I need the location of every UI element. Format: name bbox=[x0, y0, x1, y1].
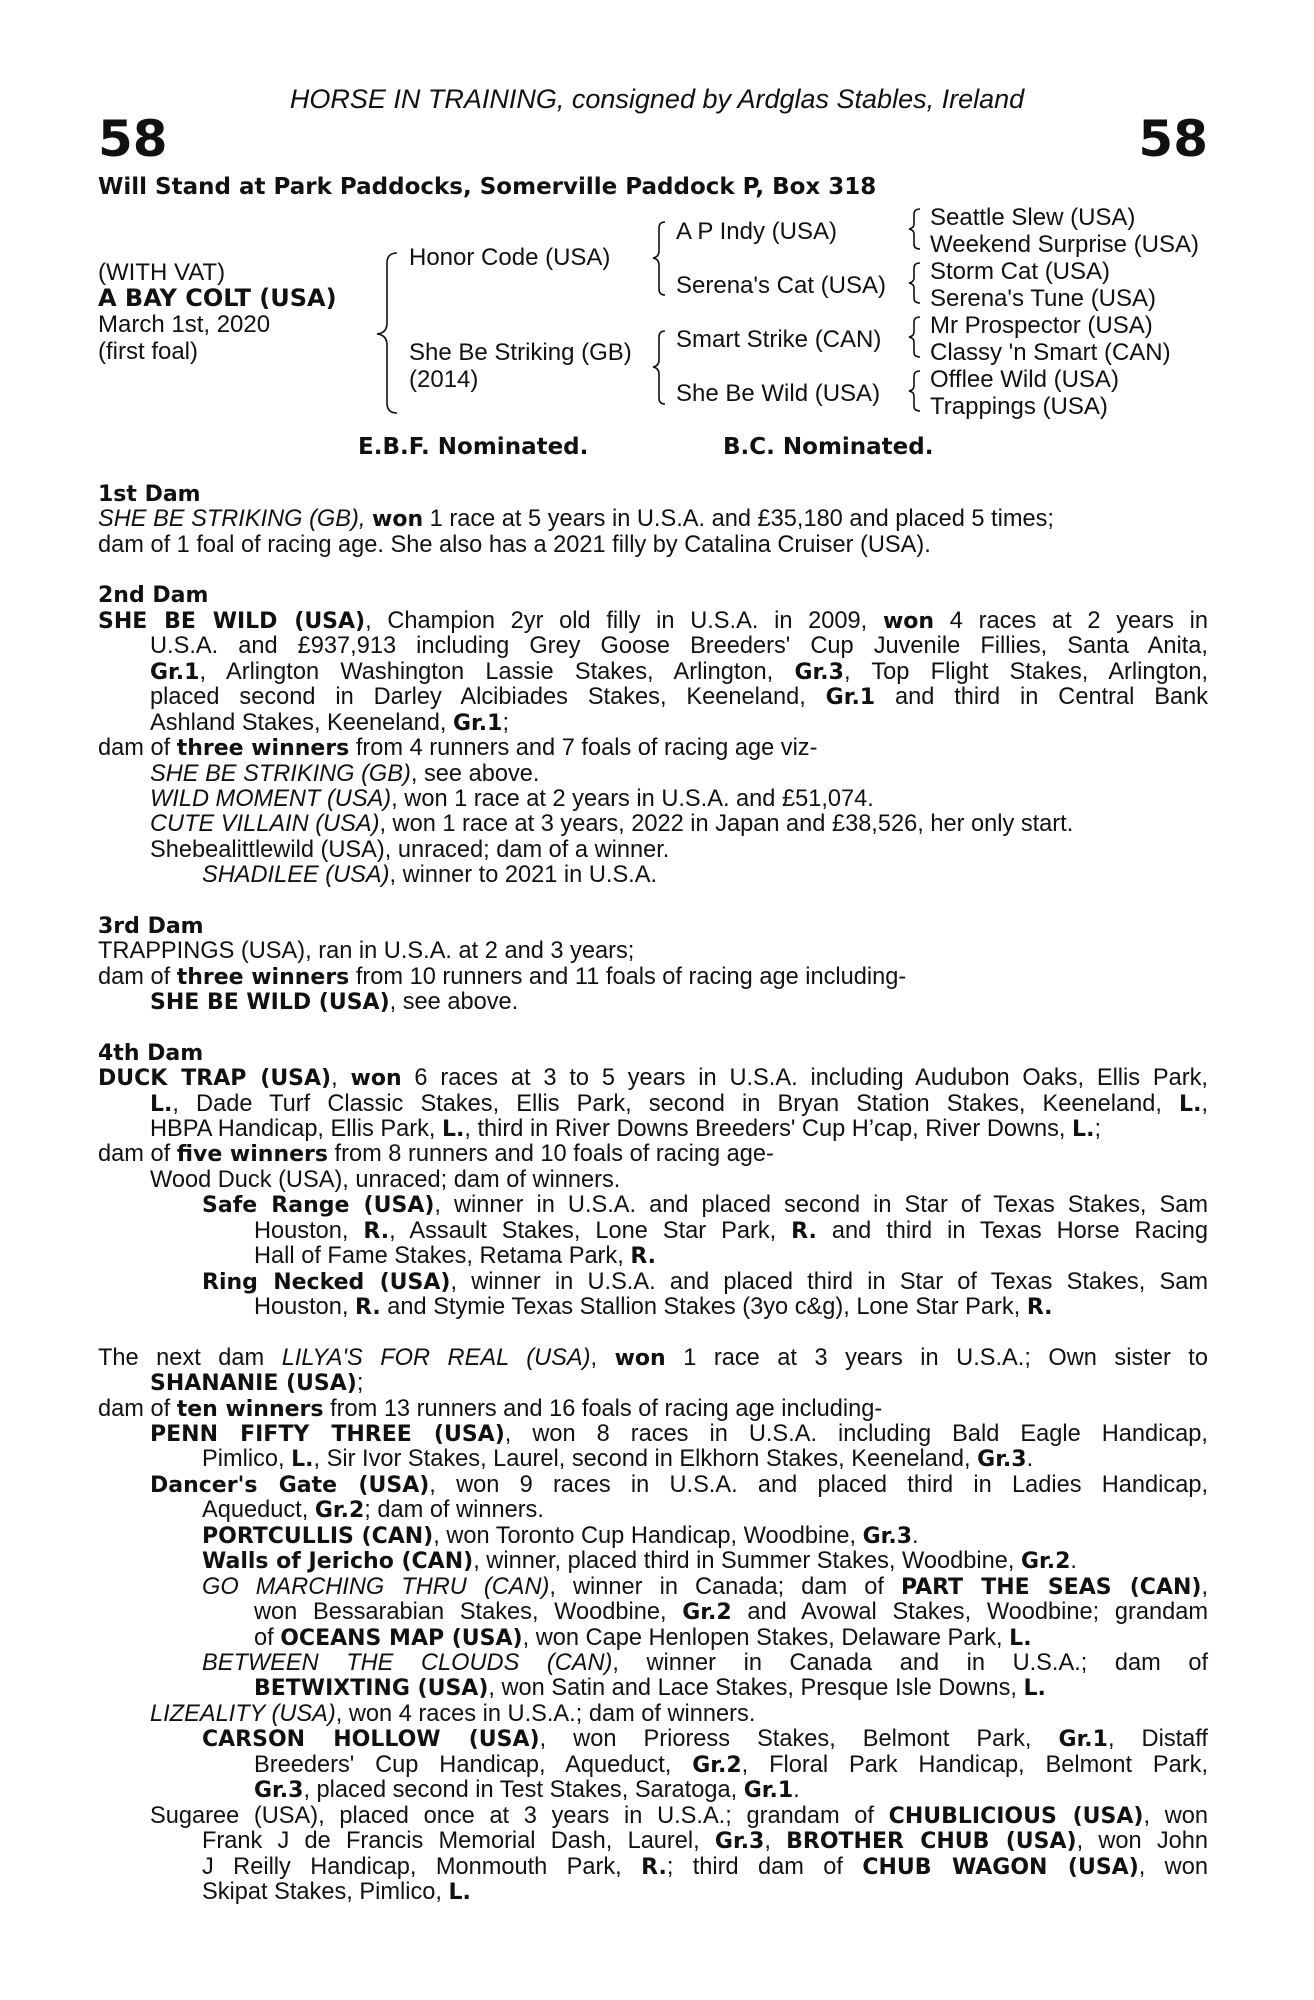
text-run: won bbox=[372, 507, 424, 533]
text-run: Dancer's Gate (USA) bbox=[150, 1472, 430, 1498]
foaling-date: March 1st, 2020 bbox=[98, 311, 271, 338]
text-run: placed second in Darley Alcibiades Stakes, Keeneland, bbox=[150, 684, 826, 711]
bracket-g4 bbox=[909, 371, 920, 411]
text-run: CARSON HOLLOW (USA) bbox=[202, 1727, 540, 1753]
text-run: DUCK TRAP (USA) bbox=[98, 1066, 332, 1092]
section-spacer bbox=[98, 1016, 1208, 1041]
text-line bbox=[98, 1778, 1208, 1803]
text-run: Wood Duck (USA), unraced; dam of winners. bbox=[150, 1166, 621, 1193]
text-run: Gr.2 bbox=[692, 1752, 742, 1778]
text-line bbox=[98, 1498, 1208, 1523]
text-line bbox=[98, 1804, 1208, 1829]
text-run: SHE BE WILD (USA) bbox=[98, 608, 366, 634]
text-run: R. bbox=[363, 1218, 390, 1244]
text-run: Gr.3 bbox=[977, 1447, 1027, 1473]
text-run: , Champion 2yr old filly in U.S.A. in 2009, bbox=[365, 607, 883, 634]
text-line bbox=[98, 1727, 1208, 1752]
text-run: Gr.3 bbox=[714, 1829, 765, 1855]
text-run: 1 race at 3 years in U.S.A.; Own sister to bbox=[665, 1344, 1208, 1371]
dam-year: (2014) bbox=[409, 366, 479, 393]
text-run: R. bbox=[355, 1295, 381, 1321]
text-line bbox=[98, 787, 1208, 812]
text-line bbox=[98, 609, 1208, 634]
ancestor-1: Seattle Slew (USA) bbox=[930, 204, 1136, 231]
text-line bbox=[98, 863, 1208, 888]
text-run: SHE BE STRIKING (GB) bbox=[150, 760, 411, 787]
text-run: L. bbox=[150, 1091, 173, 1117]
text-run: L. bbox=[1072, 1116, 1095, 1142]
text-run: , see above. bbox=[389, 989, 519, 1016]
text-run: , won Cape Henlopen Stakes, Delaware Park, bbox=[522, 1624, 1010, 1651]
text-run: SHE BE STRIKING (GB), bbox=[98, 506, 366, 533]
text-run: LILYA'S FOR REAL (USA) bbox=[281, 1344, 591, 1371]
text-run: , won 1 race at 3 years, 2022 in Japan and £38,526, her only start. bbox=[379, 811, 1074, 838]
pedigree-brackets bbox=[0, 0, 1314, 440]
text-run: , winner to 2021 in U.S.A. bbox=[389, 862, 658, 889]
text-line bbox=[98, 1117, 1208, 1142]
text-run: HBPA Handicap, Ellis Park, bbox=[150, 1115, 442, 1142]
text-run: PENN FIFTY THREE (USA) bbox=[150, 1421, 505, 1447]
text-line bbox=[98, 1270, 1208, 1295]
text-run: U.S.A. and £937,913 including Grey Goose Breeders' Cup Juvenile Fillies, Santa Anita, bbox=[150, 633, 1208, 660]
lot-name: A BAY COLT (USA) bbox=[98, 284, 337, 312]
text-run: , won 8 races in U.S.A. including Bald Eagle Handicap, bbox=[504, 1420, 1208, 1447]
second-dam-heading: 2nd Dam bbox=[98, 583, 209, 609]
text-run: ten winners bbox=[176, 1396, 324, 1422]
text-run: , bbox=[1201, 1090, 1208, 1117]
text-run: Gr.3 bbox=[794, 659, 844, 685]
text-line bbox=[98, 1575, 1208, 1600]
second-dam-section bbox=[98, 583, 1208, 888]
bracket-g3 bbox=[909, 317, 920, 357]
text-run: from 10 runners and 11 foals of racing age including- bbox=[349, 963, 907, 990]
text-line bbox=[98, 965, 1208, 990]
text-run: R. bbox=[791, 1218, 817, 1244]
text-run: , won Prioress Stakes, Belmont Park, bbox=[539, 1726, 1059, 1753]
text-run: PORTCULLIS (CAN) bbox=[202, 1523, 434, 1549]
bracket-sire bbox=[653, 222, 665, 295]
text-run: , won bbox=[1143, 1802, 1208, 1829]
text-run: five winners bbox=[176, 1142, 328, 1168]
text-run: , third in River Downs Breeders' Cup H’cap, River Downs, bbox=[464, 1115, 1073, 1142]
text-line bbox=[98, 1168, 1208, 1193]
text-run: L. bbox=[291, 1447, 314, 1473]
text-run: 1 race at 5 years in U.S.A. and £35,180 and placed 5 times; bbox=[423, 506, 1054, 533]
text-run: SHANANIE (USA) bbox=[150, 1371, 357, 1397]
ancestor-3: Storm Cat (USA) bbox=[930, 258, 1111, 285]
text-run: L. bbox=[1179, 1091, 1202, 1117]
ancestor-8: Trappings (USA) bbox=[930, 393, 1108, 420]
text-run: dam of 1 foal of racing age. She also has a 2021 filly by Catalina Cruiser (USA). bbox=[98, 531, 931, 558]
text-run: Walls of Jericho (CAN) bbox=[202, 1549, 474, 1575]
text-run: LIZEALITY (USA) bbox=[150, 1700, 336, 1727]
lot-number-right: 58 bbox=[1138, 110, 1208, 168]
text-run: Aqueduct, bbox=[202, 1497, 315, 1524]
sire: Honor Code (USA) bbox=[409, 244, 611, 271]
text-run: BETWIXTING (USA) bbox=[254, 1676, 489, 1702]
dam: She Be Striking (GB) bbox=[409, 339, 632, 366]
text-line bbox=[98, 1600, 1208, 1625]
text-run: , won 9 races in U.S.A. and placed third in Ladies Handicap, bbox=[429, 1471, 1208, 1498]
text-run: L. bbox=[448, 1880, 471, 1906]
text-line bbox=[98, 1855, 1208, 1880]
text-run: Ring Necked (USA) bbox=[202, 1269, 451, 1295]
ancestor-7: Offlee Wild (USA) bbox=[930, 366, 1119, 393]
text-run: L. bbox=[441, 1116, 465, 1142]
third-dam-heading: 3rd Dam bbox=[98, 913, 204, 939]
section-spacer bbox=[98, 889, 1208, 914]
text-run: Shebealittlewild (USA), unraced; dam of a winner. bbox=[150, 836, 670, 863]
text-run: PART THE SEAS (CAN) bbox=[900, 1574, 1202, 1600]
text-run: dam of bbox=[98, 1141, 177, 1168]
text-run: Gr.1 bbox=[743, 1778, 794, 1804]
dam-sire: Smart Strike (CAN) bbox=[676, 326, 882, 353]
text-line bbox=[98, 533, 1208, 558]
text-line bbox=[98, 1702, 1208, 1727]
text-run: R. bbox=[641, 1854, 667, 1880]
text-run: from 4 runners and 7 foals of racing age viz- bbox=[349, 735, 818, 762]
first-dam-section bbox=[98, 482, 1208, 558]
sire-dam: Serena's Cat (USA) bbox=[676, 272, 886, 299]
vat-note: (WITH VAT) bbox=[98, 259, 226, 286]
text-line bbox=[98, 1524, 1208, 1549]
text-line bbox=[98, 634, 1208, 659]
first-dam-heading: 1st Dam bbox=[98, 482, 201, 507]
dam-dam: She Be Wild (USA) bbox=[676, 380, 881, 407]
text-run: CHUB WAGON (USA) bbox=[862, 1854, 1139, 1880]
text-run: , won Satin and Lace Stakes, Presque Isle Downs, bbox=[488, 1675, 1024, 1702]
text-run: Breeders' Cup Handicap, Aqueduct, bbox=[254, 1751, 693, 1778]
text-run: , bbox=[331, 1065, 351, 1092]
text-run: CHUBLICIOUS (USA) bbox=[888, 1803, 1144, 1829]
text-run: Safe Range (USA) bbox=[202, 1193, 435, 1219]
text-run: , won Toronto Cup Handicap, Woodbine, bbox=[433, 1522, 863, 1549]
text-run: , Assault Stakes, Lone Star Park, bbox=[389, 1217, 792, 1244]
text-run: Gr.1 bbox=[150, 659, 200, 685]
text-line bbox=[98, 1829, 1208, 1854]
section-spacer bbox=[98, 1321, 1208, 1346]
pedigree-notes bbox=[98, 482, 1208, 1906]
text-run: . bbox=[1070, 1548, 1077, 1575]
text-run: , winner in Canada; dam of bbox=[549, 1573, 901, 1600]
text-line bbox=[98, 660, 1208, 685]
ancestor-2: Weekend Surprise (USA) bbox=[930, 231, 1199, 258]
text-run: and third in Central Bank bbox=[875, 684, 1208, 711]
lot-number-left: 58 bbox=[98, 110, 168, 168]
text-run: Skipat Stakes, Pimlico, bbox=[202, 1879, 449, 1906]
text-line bbox=[98, 1142, 1208, 1167]
text-run: from 13 runners and 16 foals of racing age including- bbox=[323, 1395, 883, 1422]
text-run: 4 races at 2 years in bbox=[934, 607, 1208, 634]
text-run: and Avowal Stakes, Woodbine; grandam bbox=[731, 1599, 1208, 1626]
text-run: Gr.3 bbox=[254, 1778, 304, 1804]
text-run: Gr.1 bbox=[825, 685, 876, 711]
ancestor-6: Classy 'n Smart (CAN) bbox=[930, 339, 1171, 366]
text-run: ; bbox=[502, 709, 509, 736]
text-run: , see above. bbox=[410, 760, 540, 787]
text-line bbox=[98, 1676, 1208, 1701]
text-run: GO MARCHING THRU (CAN) bbox=[202, 1573, 550, 1600]
text-line bbox=[98, 711, 1208, 736]
text-run: , placed second in Test Stakes, Saratoga, bbox=[303, 1777, 744, 1804]
text-run: Gr.2 bbox=[682, 1600, 732, 1626]
text-run: , Dade Turf Classic Stakes, Ellis Park, second in Bryan Station Stakes, Keeneland, bbox=[172, 1090, 1180, 1117]
text-run: L. bbox=[1009, 1625, 1032, 1651]
bracket-g1 bbox=[909, 209, 920, 249]
text-run: , winner in U.S.A. and placed second in Star of Texas Stakes, Sam bbox=[434, 1192, 1208, 1219]
text-run: ; bbox=[1094, 1115, 1101, 1142]
text-run: BROTHER CHUB (USA) bbox=[786, 1829, 1077, 1855]
text-run: 6 races at 3 to 5 years in U.S.A. including Audubon Oaks, Ellis Park, bbox=[401, 1065, 1208, 1092]
fourth-dam-section bbox=[98, 1041, 1208, 1321]
text-run: Gr.1 bbox=[453, 710, 503, 736]
text-line bbox=[98, 1346, 1208, 1371]
text-line bbox=[98, 838, 1208, 863]
text-run: R. bbox=[630, 1244, 657, 1270]
text-run: , Floral Park Handicap, Belmont Park, bbox=[741, 1751, 1208, 1778]
text-run: Hall of Fame Stakes, Retama Park, bbox=[254, 1243, 631, 1270]
text-run: from 8 runners and 10 foals of racing age- bbox=[327, 1141, 774, 1168]
text-run: , winner in Canada and in U.S.A.; dam of bbox=[612, 1650, 1209, 1677]
text-line bbox=[98, 812, 1208, 837]
text-line bbox=[98, 736, 1208, 761]
text-run: Sugaree (USA), placed once at 3 years in U.S.A.; grandam of bbox=[150, 1802, 889, 1829]
ancestor-4: Serena's Tune (USA) bbox=[930, 285, 1157, 312]
text-run: Gr.1 bbox=[1058, 1727, 1108, 1753]
ancestor-5: Mr Prospector (USA) bbox=[930, 312, 1153, 339]
text-line bbox=[98, 1626, 1208, 1651]
text-run: . bbox=[793, 1777, 800, 1804]
text-run: , bbox=[590, 1344, 615, 1371]
text-run: won Bessarabian Stakes, Woodbine, bbox=[254, 1599, 683, 1626]
first-foal-note: (first foal) bbox=[98, 338, 199, 365]
text-run: Pimlico, bbox=[202, 1446, 292, 1473]
text-run: The next dam bbox=[98, 1344, 282, 1371]
text-run: Gr.2 bbox=[314, 1498, 365, 1524]
text-line bbox=[98, 1447, 1208, 1472]
text-line bbox=[98, 1244, 1208, 1269]
text-run: , Arlington Washington Lassie Stakes, Arlington, bbox=[199, 658, 795, 685]
text-run: Gr.3 bbox=[862, 1523, 912, 1549]
text-run: , Distaff bbox=[1107, 1726, 1208, 1753]
text-run: , bbox=[764, 1828, 787, 1855]
text-run: CUTE VILLAIN (USA) bbox=[150, 811, 380, 838]
text-line bbox=[98, 507, 1208, 532]
text-line bbox=[98, 1880, 1208, 1905]
text-line bbox=[98, 1397, 1208, 1422]
text-run: dam of bbox=[98, 735, 177, 762]
text-run: dam of bbox=[98, 963, 177, 990]
text-line bbox=[98, 1651, 1208, 1676]
text-run: J Reilly Handicap, Monmouth Park, bbox=[202, 1853, 642, 1880]
text-run: SHE BE WILD (USA) bbox=[150, 990, 390, 1016]
sire-sire: A P Indy (USA) bbox=[676, 218, 837, 245]
text-run: SHADILEE (USA) bbox=[202, 862, 390, 889]
text-run: , Top Flight Stakes, Arlington, bbox=[843, 658, 1208, 685]
text-run: WILD MOMENT (USA) bbox=[150, 785, 392, 812]
text-run: Gr.2 bbox=[1020, 1549, 1071, 1575]
text-run: BETWEEN THE CLOUDS (CAN) bbox=[202, 1650, 613, 1677]
next-dam-section bbox=[98, 1346, 1208, 1906]
text-run: three winners bbox=[176, 736, 350, 762]
text-run: Ashland Stakes, Keeneland, bbox=[150, 709, 453, 736]
text-line bbox=[98, 685, 1208, 710]
text-run: , winner in U.S.A. and placed third in Star of Texas Stakes, Sam bbox=[450, 1268, 1208, 1295]
text-line bbox=[98, 1422, 1208, 1447]
text-line bbox=[98, 1193, 1208, 1218]
text-run: , won John bbox=[1076, 1828, 1208, 1855]
text-run: won bbox=[350, 1066, 402, 1092]
text-line bbox=[98, 762, 1208, 787]
bracket-lot bbox=[377, 253, 397, 413]
text-run: , Sir Ivor Stakes, Laurel, second in Elkhorn Stakes, Keeneland, bbox=[313, 1446, 978, 1473]
text-run: and Stymie Texas Stallion Stakes (3yo c&g), Lone Star Park, bbox=[380, 1294, 1027, 1321]
text-run: , bbox=[1201, 1573, 1208, 1600]
section-spacer bbox=[98, 558, 1208, 583]
ebf-nomination: E.B.F. Nominated. bbox=[358, 434, 589, 460]
text-run: . bbox=[912, 1522, 919, 1549]
consignment-line: HORSE IN TRAINING, consigned by Ardglas Stables, Ireland bbox=[289, 84, 1025, 114]
text-run: TRAPPINGS (USA), ran in U.S.A. at 2 and 3 years; bbox=[98, 938, 635, 965]
text-run: ; dam of winners. bbox=[364, 1497, 544, 1524]
text-run: , winner, placed third in Summer Stakes, Woodbine, bbox=[473, 1548, 1021, 1575]
text-run: ; bbox=[356, 1370, 364, 1397]
third-dam-section bbox=[98, 914, 1208, 1016]
text-run: OCEANS MAP (USA) bbox=[280, 1625, 523, 1651]
bracket-g2 bbox=[909, 263, 920, 303]
text-run: won bbox=[882, 608, 935, 634]
text-run: dam of bbox=[98, 1395, 177, 1422]
text-run: . bbox=[1026, 1446, 1034, 1473]
fourth-dam-heading: 4th Dam bbox=[98, 1040, 204, 1066]
text-run: R. bbox=[1026, 1295, 1053, 1321]
text-run: Houston, bbox=[254, 1294, 355, 1321]
text-line bbox=[98, 939, 1208, 964]
stand-location: Will Stand at Park Paddocks, Somerville Paddock P, Box 318 bbox=[98, 174, 877, 200]
text-run: L. bbox=[1023, 1676, 1046, 1702]
bc-nomination: B.C. Nominated. bbox=[723, 434, 934, 460]
text-run: of bbox=[254, 1624, 281, 1651]
text-run: , won bbox=[1138, 1853, 1208, 1880]
bracket-dam bbox=[653, 331, 665, 404]
text-run: three winners bbox=[176, 964, 350, 990]
text-line bbox=[98, 1092, 1208, 1117]
text-line bbox=[98, 1549, 1208, 1574]
text-line bbox=[98, 1473, 1208, 1498]
text-run: Frank J de Francis Memorial Dash, Laurel, bbox=[202, 1828, 715, 1855]
text-run: won bbox=[614, 1345, 666, 1371]
text-line bbox=[98, 1371, 1208, 1396]
text-line bbox=[98, 1753, 1208, 1778]
text-line bbox=[98, 1295, 1208, 1320]
text-line bbox=[98, 1066, 1208, 1091]
text-line bbox=[98, 1219, 1208, 1244]
text-run: and third in Texas Horse Racing bbox=[816, 1217, 1208, 1244]
text-run: ; third dam of bbox=[666, 1853, 863, 1880]
text-run: Houston, bbox=[254, 1217, 364, 1244]
text-line bbox=[98, 990, 1208, 1015]
text-run: , won 1 race at 2 years in U.S.A. and £51,074. bbox=[391, 785, 874, 812]
text-run: , won 4 races in U.S.A.; dam of winners. bbox=[335, 1700, 756, 1727]
